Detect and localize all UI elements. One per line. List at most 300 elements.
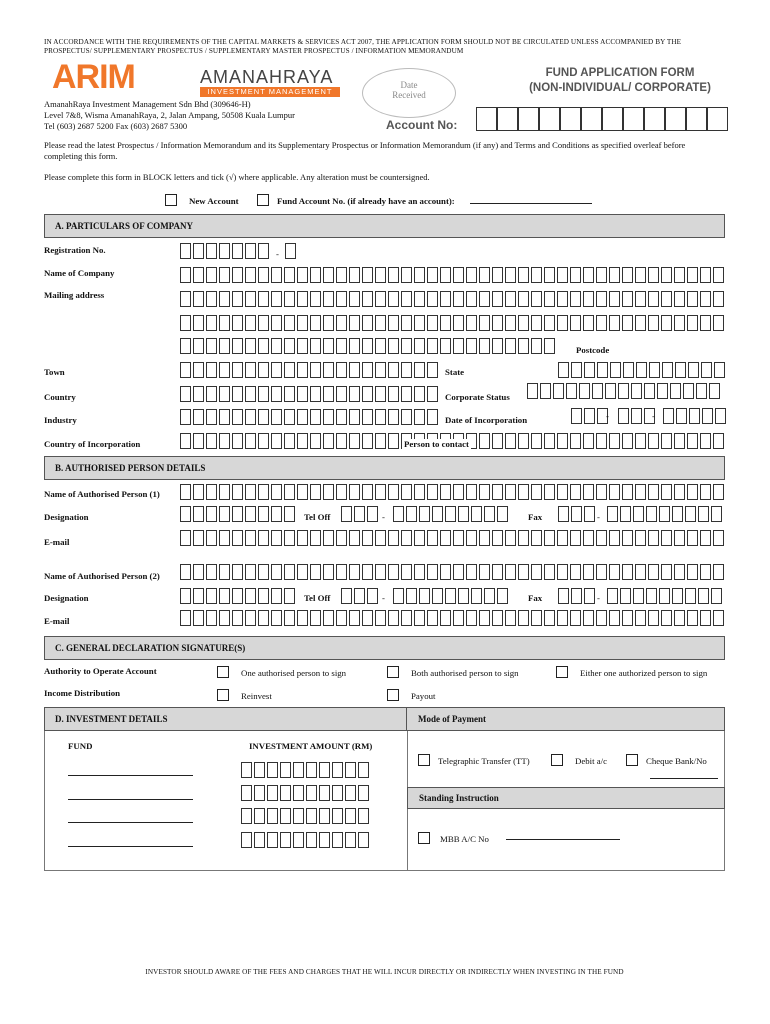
char-box[interactable]: [219, 433, 230, 449]
char-box[interactable]: [323, 338, 334, 354]
char-box[interactable]: [206, 362, 217, 378]
char-box[interactable]: [219, 564, 230, 580]
char-box[interactable]: [241, 785, 252, 801]
char-box[interactable]: [711, 506, 722, 522]
char-box[interactable]: [610, 362, 621, 378]
char-box[interactable]: [596, 530, 607, 546]
char-box[interactable]: [518, 484, 529, 500]
char-box[interactable]: [531, 530, 542, 546]
char-box[interactable]: [271, 386, 282, 402]
char-box[interactable]: [427, 484, 438, 500]
char-box[interactable]: [609, 530, 620, 546]
cheque-option[interactable]: [626, 751, 707, 769]
char-box[interactable]: [362, 409, 373, 425]
char-box[interactable]: [180, 506, 191, 522]
char-box[interactable]: [336, 386, 347, 402]
char-box[interactable]: [492, 484, 503, 500]
char-box[interactable]: [345, 762, 356, 778]
char-box[interactable]: [492, 433, 503, 449]
char-box[interactable]: [336, 338, 347, 354]
char-box[interactable]: [674, 484, 685, 500]
char-box[interactable]: [345, 808, 356, 824]
char-box[interactable]: [583, 267, 594, 283]
char-box[interactable]: [607, 506, 618, 522]
char-box[interactable]: [622, 530, 633, 546]
char-box[interactable]: [618, 383, 629, 399]
both-persons-option[interactable]: [387, 663, 519, 681]
char-box[interactable]: [414, 362, 425, 378]
char-box[interactable]: [453, 267, 464, 283]
char-box[interactable]: [518, 433, 529, 449]
amount-row-3[interactable]: [241, 808, 371, 824]
char-box[interactable]: [440, 315, 451, 331]
char-box[interactable]: [306, 832, 317, 848]
char-box[interactable]: [544, 564, 555, 580]
char-box[interactable]: [622, 610, 633, 626]
char-box[interactable]: [336, 291, 347, 307]
char-box[interactable]: [427, 610, 438, 626]
char-box[interactable]: [518, 315, 529, 331]
char-box[interactable]: [453, 564, 464, 580]
char-box[interactable]: [254, 832, 265, 848]
char-box[interactable]: [558, 588, 569, 604]
email-1-boxes[interactable]: [180, 530, 726, 546]
char-box[interactable]: [271, 338, 282, 354]
char-box[interactable]: [310, 530, 321, 546]
either-person-option[interactable]: [556, 663, 707, 681]
char-box[interactable]: [284, 484, 295, 500]
char-box[interactable]: [232, 315, 243, 331]
char-box[interactable]: [419, 506, 430, 522]
char-box[interactable]: [319, 808, 330, 824]
char-box[interactable]: [657, 383, 668, 399]
char-box[interactable]: [609, 315, 620, 331]
char-box[interactable]: [271, 530, 282, 546]
debit-checkbox[interactable]: [551, 754, 563, 766]
char-box[interactable]: [297, 267, 308, 283]
char-box[interactable]: [713, 291, 724, 307]
char-box[interactable]: [310, 564, 321, 580]
amount-row-4[interactable]: [241, 832, 371, 848]
char-box[interactable]: [388, 433, 399, 449]
char-box[interactable]: [531, 564, 542, 580]
char-box[interactable]: [646, 506, 657, 522]
char-box[interactable]: [258, 386, 269, 402]
char-box[interactable]: [597, 362, 608, 378]
char-box[interactable]: [453, 484, 464, 500]
tt-checkbox[interactable]: [418, 754, 430, 766]
char-box[interactable]: [375, 315, 386, 331]
char-box[interactable]: [583, 610, 594, 626]
char-box[interactable]: [358, 832, 369, 848]
char-box[interactable]: [683, 383, 694, 399]
char-box[interactable]: [323, 484, 334, 500]
char-box[interactable]: [193, 433, 204, 449]
char-box[interactable]: [245, 564, 256, 580]
char-box[interactable]: [696, 383, 707, 399]
char-box[interactable]: [219, 315, 230, 331]
char-box[interactable]: [406, 588, 417, 604]
char-box[interactable]: [623, 362, 634, 378]
char-box[interactable]: [193, 588, 204, 604]
char-box[interactable]: [284, 362, 295, 378]
char-box[interactable]: [635, 315, 646, 331]
char-box[interactable]: [219, 484, 230, 500]
char-box[interactable]: [388, 610, 399, 626]
char-box[interactable]: [193, 484, 204, 500]
char-box[interactable]: [583, 484, 594, 500]
fund-line-3[interactable]: [68, 822, 193, 823]
char-box[interactable]: [596, 267, 607, 283]
char-box[interactable]: [254, 762, 265, 778]
char-box[interactable]: [349, 315, 360, 331]
char-box[interactable]: [531, 338, 542, 354]
debit-option[interactable]: [551, 751, 607, 769]
char-box[interactable]: [232, 386, 243, 402]
char-box[interactable]: [685, 506, 696, 522]
char-box[interactable]: [414, 484, 425, 500]
char-box[interactable]: [479, 433, 490, 449]
char-box[interactable]: [388, 564, 399, 580]
char-box[interactable]: [479, 564, 490, 580]
char-box[interactable]: [661, 530, 672, 546]
char-box[interactable]: [401, 386, 412, 402]
char-box[interactable]: [698, 506, 709, 522]
char-box[interactable]: [180, 338, 191, 354]
payout-checkbox[interactable]: [387, 689, 399, 701]
char-box[interactable]: [609, 433, 620, 449]
char-box[interactable]: [674, 315, 685, 331]
existing-account-checkbox[interactable]: [257, 194, 269, 206]
char-box[interactable]: [466, 315, 477, 331]
char-box[interactable]: [232, 362, 243, 378]
char-box[interactable]: [414, 530, 425, 546]
char-box[interactable]: [341, 506, 352, 522]
industry-boxes[interactable]: [180, 409, 440, 425]
char-box[interactable]: [687, 291, 698, 307]
char-box[interactable]: [661, 484, 672, 500]
char-box[interactable]: [375, 530, 386, 546]
char-box[interactable]: [505, 267, 516, 283]
char-box[interactable]: [663, 408, 674, 424]
either-person-checkbox[interactable]: [556, 666, 568, 678]
char-box[interactable]: [466, 338, 477, 354]
char-box[interactable]: [674, 610, 685, 626]
char-box[interactable]: [332, 762, 343, 778]
char-box[interactable]: [635, 291, 646, 307]
char-box[interactable]: [518, 530, 529, 546]
char-box[interactable]: [648, 291, 659, 307]
mailing-address-row1[interactable]: [180, 291, 726, 307]
char-box[interactable]: [336, 315, 347, 331]
char-box[interactable]: [349, 564, 360, 580]
char-box[interactable]: [336, 610, 347, 626]
char-box[interactable]: [284, 386, 295, 402]
char-box[interactable]: [713, 433, 724, 449]
reinvest-checkbox[interactable]: [217, 689, 229, 701]
char-box[interactable]: [375, 267, 386, 283]
char-box[interactable]: [219, 243, 230, 259]
char-box[interactable]: [271, 564, 282, 580]
char-box[interactable]: [505, 291, 516, 307]
char-box[interactable]: [219, 267, 230, 283]
char-box[interactable]: [700, 610, 711, 626]
char-box[interactable]: [232, 506, 243, 522]
char-box[interactable]: [635, 433, 646, 449]
payout-option[interactable]: [387, 686, 435, 704]
char-box[interactable]: [544, 433, 555, 449]
char-box[interactable]: [531, 291, 542, 307]
char-box[interactable]: [622, 267, 633, 283]
account-no-boxes[interactable]: [476, 107, 728, 131]
char-box[interactable]: [245, 610, 256, 626]
char-box[interactable]: [310, 362, 321, 378]
char-box[interactable]: [323, 267, 334, 283]
char-box[interactable]: [688, 362, 699, 378]
char-box[interactable]: [492, 610, 503, 626]
char-box[interactable]: [661, 564, 672, 580]
char-box[interactable]: [648, 433, 659, 449]
char-box[interactable]: [180, 409, 191, 425]
char-box[interactable]: [393, 506, 404, 522]
mailing-address-row3[interactable]: [180, 338, 557, 354]
char-box[interactable]: [388, 315, 399, 331]
char-box[interactable]: [293, 808, 304, 824]
char-box[interactable]: [271, 484, 282, 500]
char-box[interactable]: [193, 564, 204, 580]
char-box[interactable]: [544, 610, 555, 626]
char-box[interactable]: [219, 338, 230, 354]
char-box[interactable]: [332, 785, 343, 801]
char-box[interactable]: [648, 484, 659, 500]
char-box[interactable]: [258, 588, 269, 604]
char-box[interactable]: [241, 762, 252, 778]
char-box[interactable]: [492, 315, 503, 331]
char-box[interactable]: [375, 291, 386, 307]
char-box[interactable]: [427, 564, 438, 580]
char-box[interactable]: [284, 564, 295, 580]
char-box[interactable]: [180, 530, 191, 546]
char-box[interactable]: [685, 588, 696, 604]
char-box[interactable]: [570, 530, 581, 546]
char-box[interactable]: [349, 291, 360, 307]
char-box[interactable]: [180, 362, 191, 378]
char-box[interactable]: [349, 610, 360, 626]
char-box[interactable]: [293, 762, 304, 778]
char-box[interactable]: [596, 315, 607, 331]
char-box[interactable]: [258, 338, 269, 354]
char-box[interactable]: [284, 610, 295, 626]
char-box[interactable]: [584, 408, 595, 424]
mailing-address-row2[interactable]: [180, 315, 726, 331]
char-box[interactable]: [497, 506, 508, 522]
char-box[interactable]: [245, 409, 256, 425]
char-box[interactable]: [349, 409, 360, 425]
char-box[interactable]: [700, 564, 711, 580]
char-box[interactable]: [219, 610, 230, 626]
char-box[interactable]: [609, 610, 620, 626]
char-box[interactable]: [492, 564, 503, 580]
amount-row-1[interactable]: [241, 762, 371, 778]
char-box[interactable]: [245, 506, 256, 522]
char-box[interactable]: [388, 484, 399, 500]
char-box[interactable]: [219, 409, 230, 425]
char-box[interactable]: [544, 291, 555, 307]
amount-row-2[interactable]: [241, 785, 371, 801]
char-box[interactable]: [284, 315, 295, 331]
char-box[interactable]: [375, 386, 386, 402]
char-box[interactable]: [505, 338, 516, 354]
designation-2-boxes[interactable]: [180, 588, 297, 604]
tel-off-1-prefix[interactable]: [341, 506, 380, 522]
char-box[interactable]: [323, 610, 334, 626]
char-box[interactable]: [566, 383, 577, 399]
char-box[interactable]: [306, 785, 317, 801]
char-box[interactable]: [284, 291, 295, 307]
char-box[interactable]: [579, 383, 590, 399]
char-box[interactable]: [698, 588, 709, 604]
char-box[interactable]: [583, 315, 594, 331]
char-box[interactable]: [713, 267, 724, 283]
char-box[interactable]: [271, 315, 282, 331]
char-box[interactable]: [362, 315, 373, 331]
char-box[interactable]: [505, 564, 516, 580]
fund-line-4[interactable]: [68, 846, 193, 847]
char-box[interactable]: [492, 530, 503, 546]
char-box[interactable]: [484, 588, 495, 604]
char-box[interactable]: [414, 267, 425, 283]
char-box[interactable]: [284, 588, 295, 604]
char-box[interactable]: [414, 291, 425, 307]
char-box[interactable]: [245, 315, 256, 331]
char-box[interactable]: [665, 107, 686, 131]
char-box[interactable]: [193, 291, 204, 307]
char-box[interactable]: [336, 362, 347, 378]
char-box[interactable]: [631, 408, 642, 424]
char-box[interactable]: [193, 362, 204, 378]
char-box[interactable]: [635, 564, 646, 580]
char-box[interactable]: [280, 808, 291, 824]
char-box[interactable]: [670, 383, 681, 399]
char-box[interactable]: [687, 267, 698, 283]
char-box[interactable]: [297, 291, 308, 307]
char-box[interactable]: [284, 530, 295, 546]
char-box[interactable]: [180, 386, 191, 402]
char-box[interactable]: [661, 291, 672, 307]
char-box[interactable]: [602, 107, 623, 131]
char-box[interactable]: [354, 588, 365, 604]
char-box[interactable]: [466, 530, 477, 546]
char-box[interactable]: [258, 362, 269, 378]
char-box[interactable]: [401, 564, 412, 580]
char-box[interactable]: [323, 315, 334, 331]
char-box[interactable]: [323, 530, 334, 546]
country-boxes[interactable]: [180, 386, 440, 402]
char-box[interactable]: [466, 564, 477, 580]
char-box[interactable]: [707, 107, 728, 131]
char-box[interactable]: [349, 433, 360, 449]
char-box[interactable]: [271, 588, 282, 604]
char-box[interactable]: [297, 530, 308, 546]
char-box[interactable]: [557, 610, 568, 626]
char-box[interactable]: [271, 409, 282, 425]
new-account-checkbox[interactable]: [165, 194, 177, 206]
char-box[interactable]: [497, 588, 508, 604]
registration-no-boxes[interactable]: [180, 243, 271, 259]
char-box[interactable]: [258, 315, 269, 331]
char-box[interactable]: [414, 610, 425, 626]
char-box[interactable]: [401, 484, 412, 500]
char-box[interactable]: [349, 530, 360, 546]
char-box[interactable]: [700, 315, 711, 331]
char-box[interactable]: [245, 588, 256, 604]
char-box[interactable]: [635, 267, 646, 283]
char-box[interactable]: [254, 785, 265, 801]
char-box[interactable]: [267, 762, 278, 778]
char-box[interactable]: [401, 291, 412, 307]
char-box[interactable]: [531, 484, 542, 500]
char-box[interactable]: [285, 243, 296, 259]
email-2-boxes[interactable]: [180, 610, 726, 626]
char-box[interactable]: [336, 409, 347, 425]
char-box[interactable]: [414, 386, 425, 402]
char-box[interactable]: [258, 610, 269, 626]
char-box[interactable]: [700, 530, 711, 546]
char-box[interactable]: [687, 484, 698, 500]
char-box[interactable]: [393, 588, 404, 604]
char-box[interactable]: [401, 409, 412, 425]
char-box[interactable]: [596, 564, 607, 580]
char-box[interactable]: [297, 409, 308, 425]
char-box[interactable]: [180, 315, 191, 331]
mbb-option[interactable]: [418, 829, 489, 847]
char-box[interactable]: [620, 588, 631, 604]
char-box[interactable]: [349, 386, 360, 402]
char-box[interactable]: [661, 267, 672, 283]
char-box[interactable]: [219, 291, 230, 307]
char-box[interactable]: [544, 338, 555, 354]
char-box[interactable]: [241, 808, 252, 824]
char-box[interactable]: [479, 610, 490, 626]
char-box[interactable]: [349, 362, 360, 378]
char-box[interactable]: [458, 588, 469, 604]
char-box[interactable]: [284, 433, 295, 449]
char-box[interactable]: [672, 588, 683, 604]
char-box[interactable]: [258, 409, 269, 425]
char-box[interactable]: [280, 832, 291, 848]
char-box[interactable]: [406, 506, 417, 522]
both-persons-checkbox[interactable]: [387, 666, 399, 678]
char-box[interactable]: [267, 785, 278, 801]
char-box[interactable]: [570, 610, 581, 626]
char-box[interactable]: [701, 362, 712, 378]
char-box[interactable]: [661, 315, 672, 331]
char-box[interactable]: [466, 484, 477, 500]
char-box[interactable]: [609, 291, 620, 307]
char-box[interactable]: [466, 610, 477, 626]
char-box[interactable]: [557, 564, 568, 580]
char-box[interactable]: [245, 291, 256, 307]
char-box[interactable]: [284, 506, 295, 522]
char-box[interactable]: [633, 506, 644, 522]
char-box[interactable]: [219, 386, 230, 402]
char-box[interactable]: [713, 484, 724, 500]
char-box[interactable]: [622, 315, 633, 331]
char-box[interactable]: [596, 484, 607, 500]
char-box[interactable]: [375, 484, 386, 500]
char-box[interactable]: [310, 610, 321, 626]
char-box[interactable]: [479, 267, 490, 283]
